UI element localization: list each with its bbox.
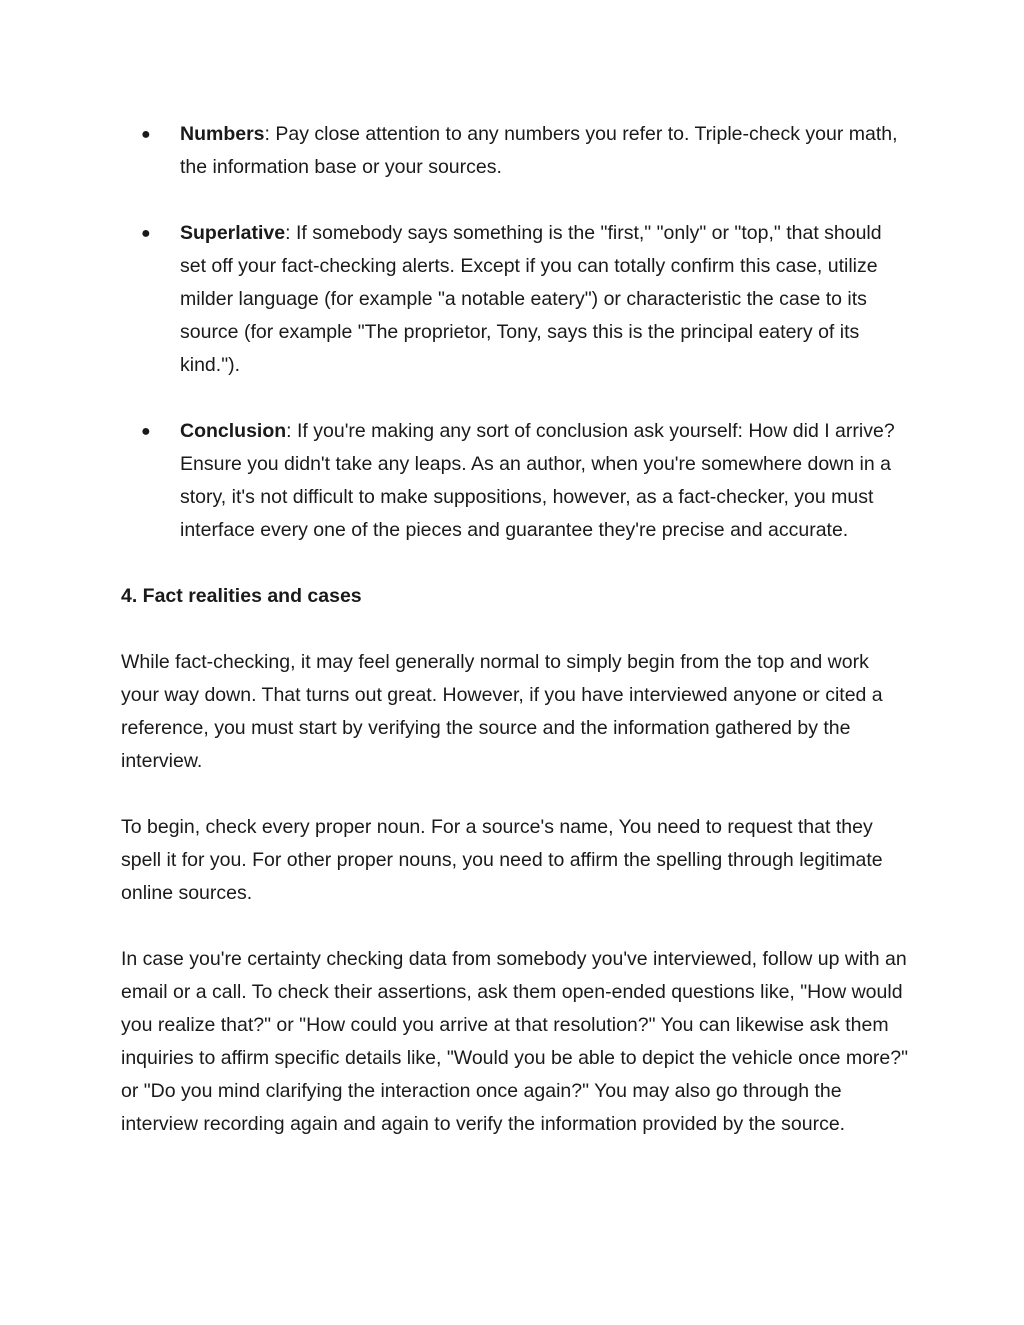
bullet-text: : If somebody says something is the "first," "only" or "top," that should set off your fact-checking alerts. Except if you can totally confirm this case, utilize milder language (for example "a notable eatery") or characteristic the case to its source (for example "The proprietor, Tony, says this is the principal eatery of its kind."). xyxy=(180,222,882,376)
document-page xyxy=(121,118,911,1174)
paragraph: To begin, check every proper noun. For a source's name, You need to request that they spell it for you. For other proper nouns, you need to affirm the spelling through legitimate online sources. xyxy=(121,816,883,904)
bullet-item-superlative xyxy=(121,217,911,382)
bullet-term: Superlative xyxy=(180,222,286,244)
paragraph: While fact-checking, it may feel generally normal to simply begin from the top and work your way down. That turns out great. However, if you have interviewed anyone or cited a reference, you must start by verifying the source and the information gathered by the interview. xyxy=(121,651,883,772)
bullet-dot-icon: ● xyxy=(141,126,151,143)
bullet-dot-icon: ● xyxy=(141,225,151,242)
bullet-item-conclusion xyxy=(121,415,911,547)
paragraph: In case you're certainty checking data from somebody you've interviewed, follow up with an email or a call. To check their assertions, ask them open-ended questions like, "How would you realize that?" or "How could you arrive at that resolution?" You can likewise ask them inquiries to affirm specific details like, "Would you be able to depict the vehicle once more?" or "Do you mind clarifying the interaction once again?" You may also go through the interview recording again and again to verify the information provided by the source. xyxy=(121,948,909,1135)
bullet-term: Conclusion xyxy=(180,420,287,442)
bullet-term: Numbers xyxy=(180,123,265,145)
bullet-text: : Pay close attention to any numbers you refer to. Triple-check your math, the information base or your sources. xyxy=(180,123,898,178)
section-heading: 4. Fact realities and cases xyxy=(121,585,362,607)
bullet-item-numbers xyxy=(121,118,911,184)
bullet-list xyxy=(121,118,911,547)
bullet-dot-icon: ● xyxy=(141,423,151,440)
bullet-text: : If you're making any sort of conclusion ask yourself: How did I arrive? Ensure you didn't take any leaps. As an author, when you're somewhere down in a story, it's not difficult to make suppositions, however, as a fact-checker, you must interface every one of the pieces and guarantee they're precise and accurate. xyxy=(180,420,895,541)
